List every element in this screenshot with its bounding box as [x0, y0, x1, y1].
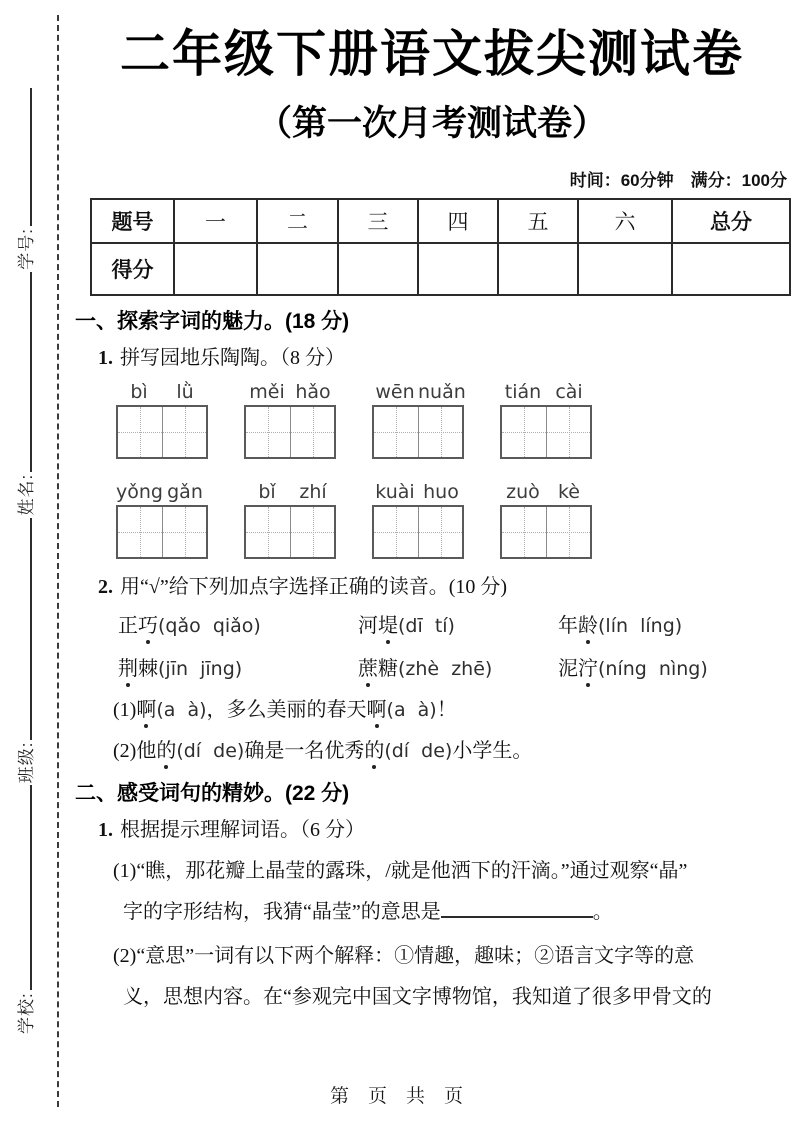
pinyin-syllable: hǎo [295, 381, 331, 403]
reading-word-item [358, 654, 558, 684]
dotted-char: 的 [156, 740, 177, 762]
item1-tail: 。 [592, 901, 613, 923]
student-info-sidebar [6, 74, 42, 1034]
sidebar-blank-line [6, 272, 32, 472]
pinyin-syllable: nuǎn [418, 381, 466, 403]
reading-word-item [118, 611, 358, 641]
pinyin-boxes-row-2 [116, 503, 789, 559]
dotted-char: 荆 [118, 658, 138, 680]
question-number: 2. [98, 576, 113, 598]
score-table-header-cell: 三 [338, 199, 418, 243]
word-pinyin: (níng nìng) [598, 658, 708, 680]
dotted-char: 蔗 [358, 658, 378, 680]
reading-word-item [558, 611, 682, 641]
inline-pinyin: (dí de) [384, 740, 453, 762]
writing-box [500, 505, 592, 559]
item2-line1: (2)“意思”一词有以下两个解释：①情趣，趣味；②语言文字等的意 [113, 945, 695, 967]
score-table-header-row [91, 199, 790, 243]
score-table-row-label: 得分 [91, 243, 174, 295]
score-table-empty-cell [257, 243, 338, 295]
pinyin-label [500, 481, 592, 503]
pinyin-syllable: kè [557, 481, 580, 503]
writing-cell [118, 507, 162, 557]
dotted-char: 泞 [578, 658, 598, 680]
inline-pinyin: (a à) [156, 699, 207, 721]
sentence-text: ！ [436, 699, 457, 721]
pinyin-labels-row-2 [116, 481, 789, 503]
section1-q1-prompt [98, 344, 789, 372]
writing-box [244, 405, 336, 459]
score-table-score-row [91, 243, 790, 295]
pinyin-label [372, 481, 464, 503]
reading-words [118, 611, 789, 684]
writing-cell [502, 507, 546, 557]
pinyin-label [244, 381, 336, 403]
sentence-text: (1) [113, 699, 137, 721]
pinyin-syllable: bì [130, 381, 148, 403]
word-pinyin: (qǎo qiǎo) [158, 615, 261, 637]
writing-cell [418, 407, 462, 457]
writing-cell [502, 407, 546, 457]
question-text: 拼写园地乐陶陶。（8 分） [120, 347, 345, 369]
pinyin-syllable: zuò [506, 481, 540, 503]
time-score-info: 时间：60分钟 满分：100分 [569, 171, 787, 190]
dotted-char: 巧 [138, 615, 158, 637]
paper-content [75, 6, 789, 1014]
score-table-empty-cell [418, 243, 498, 295]
word-row [118, 611, 789, 641]
score-table-header-cell: 五 [498, 199, 578, 243]
section2-q1-prompt [98, 816, 789, 844]
writing-box [500, 405, 592, 459]
score-table-empty-cell [338, 243, 418, 295]
sidebar-label: 姓名: [17, 473, 36, 516]
score-table-empty-cell [578, 243, 672, 295]
item1-line2 [123, 896, 789, 929]
pinyin-syllable: lǜ [176, 381, 194, 403]
paper-subtitle: （第一次月考测试卷） [256, 104, 607, 143]
score-table [90, 198, 791, 296]
sentence-text: 小学生。 [452, 740, 533, 762]
sidebar-blank-line [6, 88, 32, 226]
sentence-text: ，多么美丽的春天 [206, 699, 367, 721]
writing-cell [290, 407, 334, 457]
question-text: 根据提示理解词语。（6 分） [120, 819, 365, 841]
word-pinyin: (lín líng) [598, 615, 683, 637]
word-char: 正 [118, 615, 138, 637]
reading-sentence-2 [113, 736, 789, 766]
score-table-header-cell: 总分 [672, 199, 790, 243]
writing-cell [418, 507, 462, 557]
score-table-header-cell: 一 [174, 199, 257, 243]
word-char: 河 [358, 615, 378, 637]
writing-cell [374, 407, 418, 457]
binding-dashed-line [57, 15, 59, 1107]
writing-box [244, 505, 336, 559]
item1-line2-text: 字的字形结构，我猜“晶莹”的意思是 [123, 901, 441, 923]
score-table-header-cell: 六 [578, 199, 672, 243]
score-table-header-cell: 四 [418, 199, 498, 243]
pinyin-label [372, 381, 464, 403]
pinyin-syllable: měi [249, 381, 285, 403]
paper-title: 二年级下册语文拔尖测试卷 [120, 26, 744, 82]
pinyin-label [500, 381, 592, 403]
item1-line1: (1)“瞧，那花瓣上晶莹的露珠，/就是他洒下的汗滴。”通过观察“晶” [113, 860, 688, 882]
word-row [118, 654, 789, 684]
dotted-char: 啊 [136, 699, 157, 721]
section2-heading: 二、感受词句的精妙。(22 分) [75, 782, 350, 805]
reading-word-item [358, 611, 558, 641]
pinyin-syllable: yǒng [116, 481, 163, 503]
pinyin-label [116, 481, 208, 503]
item2-line2: 义，思想内容。在“参观完中国文字博物馆，我知道了很多甲骨文的 [123, 986, 712, 1008]
score-table-header-cell: 二 [257, 199, 338, 243]
inline-pinyin: (dí de) [176, 740, 245, 762]
writing-cell [546, 507, 590, 557]
pinyin-syllable: kuài [375, 481, 415, 503]
question-text: 用“√”给下列加点字选择正确的读音。(10 分) [120, 576, 508, 598]
score-table-header-cell: 题号 [91, 199, 174, 243]
question-number: 1. [98, 347, 113, 369]
word-char: 棘 [138, 658, 158, 680]
writing-cell [374, 507, 418, 557]
dotted-char: 龄 [578, 615, 598, 637]
pinyin-syllable: tián [504, 381, 542, 403]
sidebar-blank-line [6, 518, 32, 740]
pinyin-labels-row-1 [116, 381, 789, 403]
word-pinyin: (dī tí) [398, 615, 455, 637]
answer-blank-line [441, 898, 593, 918]
writing-cell [246, 407, 290, 457]
word-char: 年 [558, 615, 578, 637]
sidebar-blank-line [6, 785, 32, 990]
writing-box [116, 505, 208, 559]
pinyin-syllable: gǎn [167, 481, 203, 503]
pinyin-label [244, 481, 336, 503]
sentence-text: 确是一名优秀 [244, 740, 365, 762]
question-number: 1. [98, 819, 113, 841]
writing-box [116, 405, 208, 459]
pinyin-boxes-row-1 [116, 403, 789, 459]
pinyin-syllable: huo [423, 481, 459, 503]
sidebar-label: 学号: [17, 228, 36, 270]
pinyin-syllable: bǐ [258, 481, 276, 503]
writing-cell [290, 507, 334, 557]
dotted-char: 的 [364, 740, 385, 762]
dotted-char: 堤 [378, 615, 398, 637]
pinyin-syllable: zhí [299, 481, 327, 503]
sentence-text: (2)他 [113, 740, 157, 762]
score-table-empty-cell [498, 243, 578, 295]
word-pinyin: (zhè zhē) [398, 658, 493, 680]
page-footer: 第 页 共 页 [329, 1086, 463, 1107]
word-char: 泥 [558, 658, 578, 680]
score-table-empty-cell [672, 243, 790, 295]
sidebar-label: 学校: [17, 992, 36, 1034]
pinyin-label [116, 381, 208, 403]
writing-cell [246, 507, 290, 557]
inline-pinyin: (a à) [386, 699, 437, 721]
dotted-char: 啊 [366, 699, 387, 721]
pinyin-syllable: cài [555, 381, 583, 403]
writing-cell [162, 407, 206, 457]
writing-cell [162, 507, 206, 557]
word-pinyin: (jīn jīng) [158, 658, 243, 680]
section1-heading: 一、探索字词的魅力。(18 分) [75, 310, 350, 333]
section1-q2-prompt [98, 573, 789, 601]
word-char: 糖 [378, 658, 398, 680]
score-table-empty-cell [174, 243, 257, 295]
writing-cell [118, 407, 162, 457]
pinyin-syllable: wēn [375, 381, 415, 403]
writing-cell [546, 407, 590, 457]
sidebar-label: 班级: [17, 741, 36, 784]
reading-word-item [118, 654, 358, 684]
writing-box [372, 405, 464, 459]
reading-sentence-1 [113, 695, 789, 725]
writing-box [372, 505, 464, 559]
reading-word-item [558, 654, 708, 684]
